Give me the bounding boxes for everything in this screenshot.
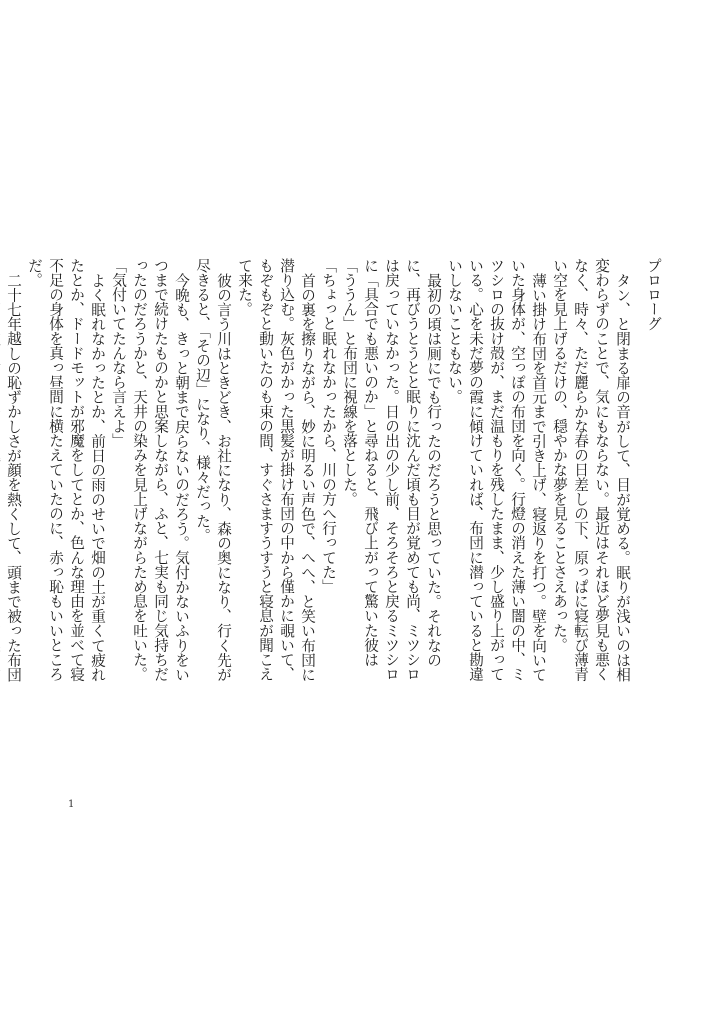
paragraph: 今晩も、きっと朝まで戻らないのだろう。気付かないふりをいつまで続けたものかと思案しながら、ふと、七実も同じ気持ちだったのだろうかと、天井の染みを見上げながらため息を吐いた。 [131, 258, 190, 682]
paragraph: 薄い掛け布団を首元まで引き上げ、寝返りを打つ。壁を向いていた身体が、空っぽの布団を向く。行燈の消えた薄い闇の中、ミツシロの抜け殻が、まだ温もりを残したまま、少し盛り上がっている。心を未だ夢の霞に傾けていれば、布団に潜っていると勘違いしないこともない。 [446, 258, 547, 682]
paragraph: 首の裏を擦りながら、妙に明るい声色で、へへ、と笑い布団に潜り込む。灰色がかった黒髪が掛け布団の中から僅かに覗いて、もぞもぞと動いたのも束の間、すぐさますうすうと寝息が聞こえて来た。 [236, 258, 316, 682]
paragraph: 最初の頃は厠にでも行ったのだろうと思っていた。それなのに、再びうとうとと眠りに沈んだ頃も目が覚めても尚、ミツシロは戻っていなかった。日の出の少し前、そろそろと戻るミツシロに「具合でも悪いのか」と尋ねると、飛び上がって驚いた彼は「ううん」と布団に視線を落とした。 [341, 258, 442, 682]
page-number: 1 [68, 799, 75, 810]
dialogue-line: 「気付いてたんなら言えよ」 [110, 258, 127, 448]
paragraph: 二十七年越しの恥ずかしさが顔を熱くして、頭まで被った布団 [5, 272, 22, 682]
vertical-text-body [0, 258, 664, 688]
paragraph: よく眠れなかったとか、前日の雨のせいで畑の土が重くて疲れたとか、ドードモットが邪魔をしてとか、色んな理由を並べて寝不足の身体を真っ昼間に横たえていたのに、赤っ恥もいいところだ。 [26, 258, 106, 682]
paragraph: タン、と閉まる扉の音がして、目が覚める。眠りが浅いのは相変わらずのことで、気にもならない。最近はそれほど夢見も悪くなく、時々、ただ麗らかな春の日差しの下、原っぱに寝転び薄青い空を見上げるだけの、穏やかな夢を見ることさえあった。 [551, 258, 631, 682]
chapter-title: プロローグ [645, 258, 662, 331]
dialogue-line: 「ちょっと眠れなかったから、川の方へ行ってた」 [320, 258, 337, 594]
paragraph: 彼の言う川はときどき、お社になり、森の奥になり、行く先が尽きると、「その辺」になり、様々だった。 [194, 258, 232, 682]
